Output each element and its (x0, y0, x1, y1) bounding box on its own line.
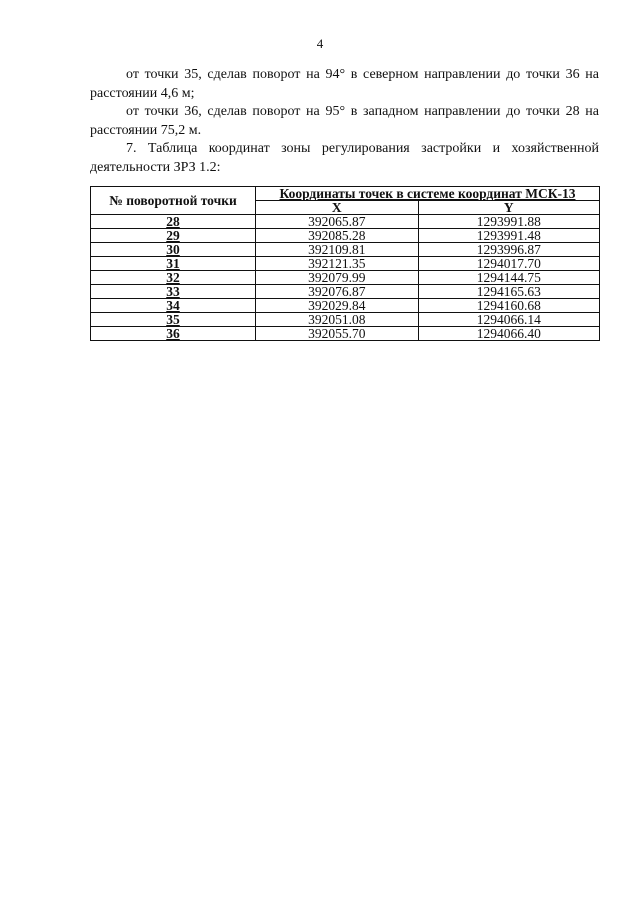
cell-point: 34 (91, 299, 256, 313)
cell-x: 392065.87 (256, 215, 419, 229)
paragraph-point-35: от точки 35, сделав поворот на 94° в северном направлении до точки 36 на расстоянии 4,6 м; (90, 67, 599, 101)
table-row (91, 299, 600, 313)
table-row (91, 257, 600, 271)
paragraph-table-caption: 7. Таблица координат зоны регулирования застройки и хозяйственной деятельности ЗРЗ 1.2: (90, 141, 599, 175)
table-row (91, 285, 600, 299)
cell-y: 1293991.88 (418, 215, 599, 229)
header-x: X (256, 201, 419, 215)
cell-point: 33 (91, 285, 256, 299)
cell-x: 392076.87 (256, 285, 419, 299)
cell-point: 35 (91, 313, 256, 327)
header-y: Y (418, 201, 599, 215)
cell-x: 392085.28 (256, 229, 419, 243)
table-row (91, 215, 600, 229)
table-row (91, 271, 600, 285)
table-row (91, 229, 600, 243)
cell-x: 392029.84 (256, 299, 419, 313)
cell-point: 36 (91, 327, 256, 341)
cell-y: 1294165.63 (418, 285, 599, 299)
table-row (91, 243, 600, 257)
table-row (91, 327, 600, 341)
cell-x: 392109.81 (256, 243, 419, 257)
cell-y: 1294066.14 (418, 313, 599, 327)
cell-point: 28 (91, 215, 256, 229)
cell-point: 31 (91, 257, 256, 271)
cell-point: 29 (91, 229, 256, 243)
cell-y: 1293991.48 (418, 229, 599, 243)
table-row (91, 313, 600, 327)
cell-y: 1294017.70 (418, 257, 599, 271)
cell-point: 32 (91, 271, 256, 285)
cell-point: 30 (91, 243, 256, 257)
cell-x: 392121.35 (256, 257, 419, 271)
cell-y: 1294144.75 (418, 271, 599, 285)
cell-x: 392051.08 (256, 313, 419, 327)
header-point-number: № поворотной точки (91, 187, 256, 215)
document-body (90, 66, 599, 177)
paragraph-point-36: от точки 36, сделав поворот на 95° в западном направлении до точки 28 на расстоянии 75,2 м. (90, 104, 599, 138)
header-coordinates: Координаты точек в системе координат МСК-13 (256, 187, 600, 201)
cell-y: 1294066.40 (418, 327, 599, 341)
coordinates-table (90, 186, 600, 341)
cell-x: 392079.99 (256, 271, 419, 285)
cell-y: 1294160.68 (418, 299, 599, 313)
cell-x: 392055.70 (256, 327, 419, 341)
cell-y: 1293996.87 (418, 243, 599, 257)
page-number: 4 (316, 36, 324, 51)
